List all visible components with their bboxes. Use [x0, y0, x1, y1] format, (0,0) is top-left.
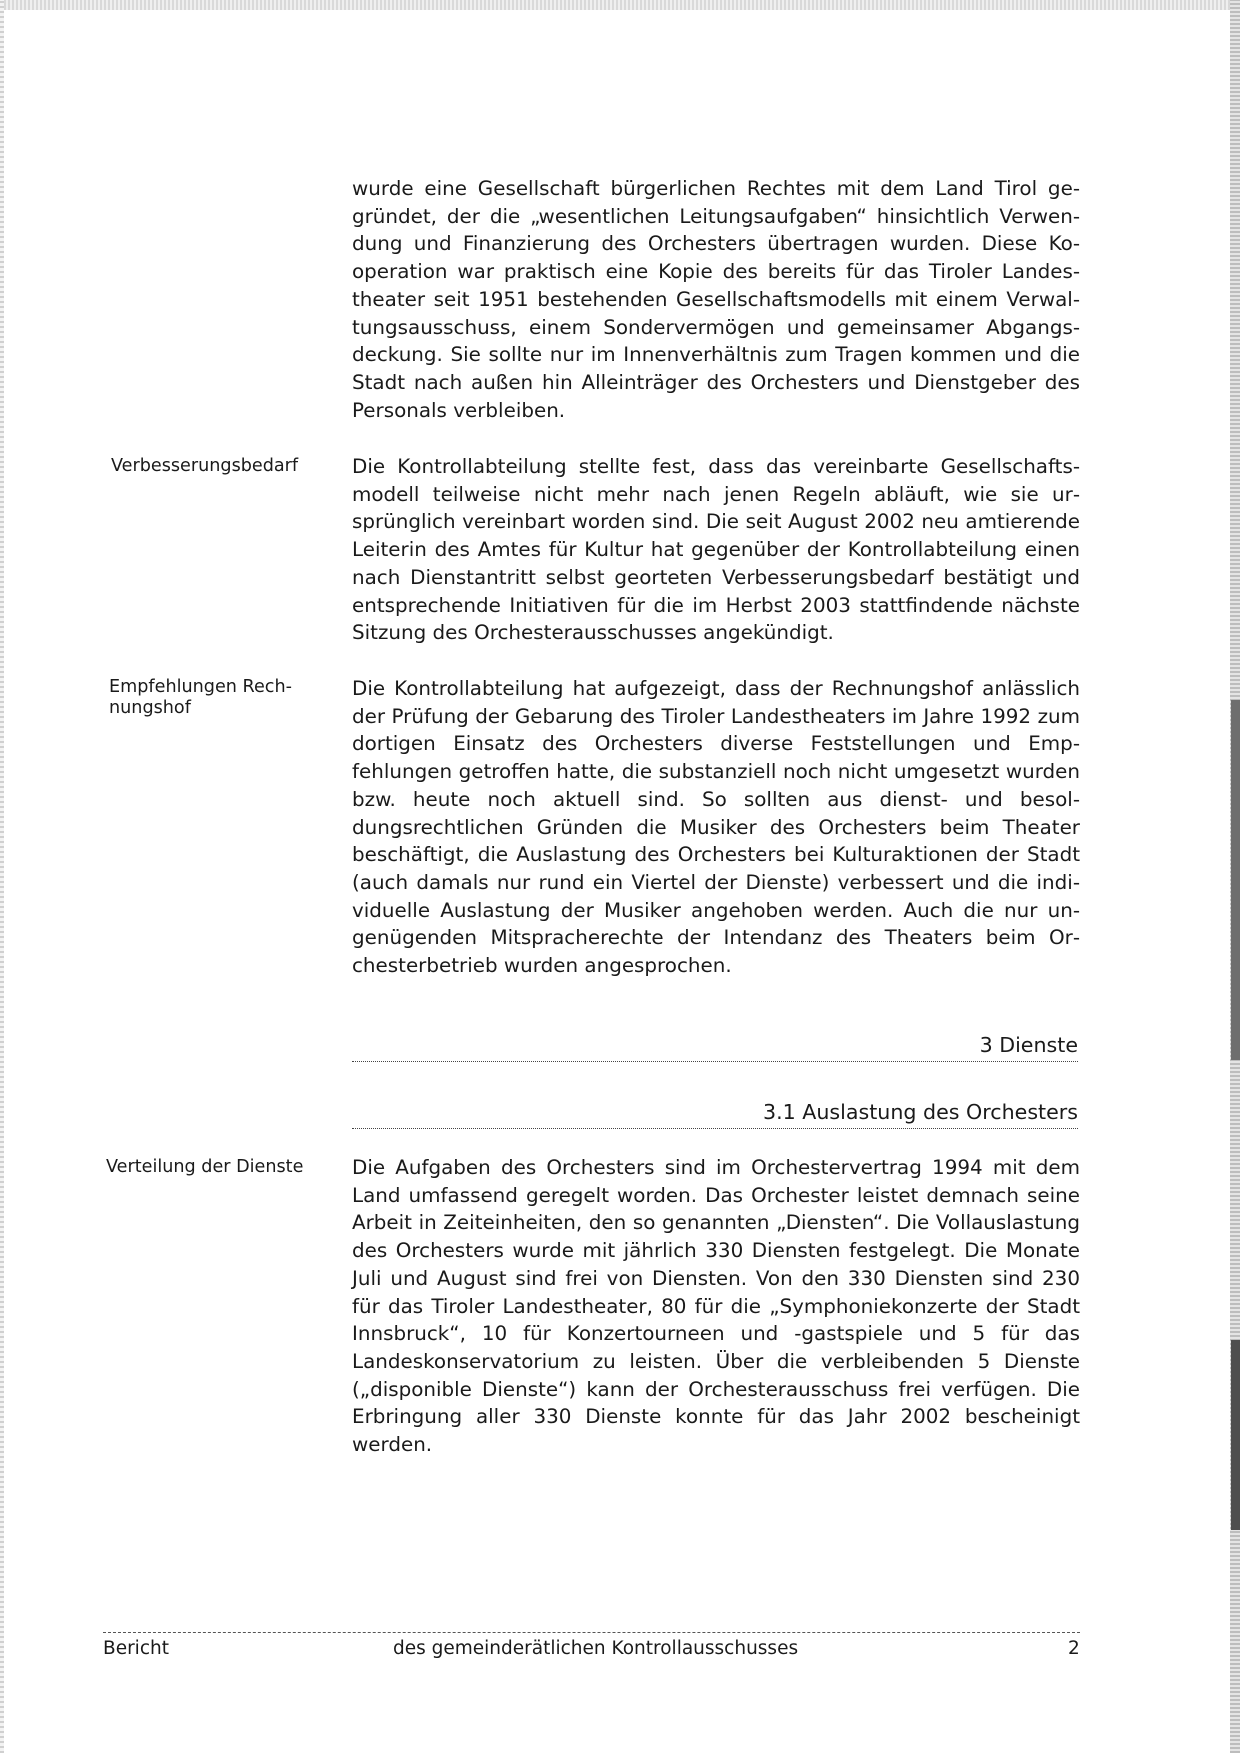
- scan-edge-shadow: [1231, 700, 1240, 1060]
- paragraph-empfehlungen: Die Kontrollabteilung hat aufgezeigt, dass der Rechnungshof anlässlich der Prüfung der Gebarung des Tiroler Landestheaters im Jahre 1992 zum dortigen Einsatz des Orchesters diverse Feststellungen und Empfehlungen getroffen hatte, die substanziell noch nicht umgesetzt wurden bzw. heute noch aktuell sind. So sollten aus dienst- und besoldungsrechtlichen Gründen die Musiker des Orchesters beim Theater beschäftigt, die Auslastung des Orchesters bei Kulturaktionen der Stadt (auch damals nur rund ein Viertel der Dienste) verbessert und die individuelle Auslastung der Musiker angehoben werden. Auch die nur ungenügenden Mitspracherechte der Intendanz des Theaters beim Orchesterbetrieb wurden angesprochen.: [352, 677, 1080, 978]
- section-heading-dienste: 3 Dienste: [352, 1033, 1078, 1062]
- footer-divider: [103, 1632, 1080, 1633]
- scan-edge-left: [0, 0, 4, 1753]
- footer-left-text: Bericht: [103, 1638, 169, 1659]
- scan-edge-shadow: [1231, 1340, 1240, 1530]
- subsection-heading-auslastung: 3.1 Auslastung des Orchesters: [352, 1100, 1078, 1129]
- paragraph-verteilung: Die Aufgaben des Orchesters sind im Orchestervertrag 1994 mit dem Land umfassend geregelt worden. Das Orchester leistet demnach seine Arbeit in Zeiteinheiten, den so genannten „Diensten“. Die Vollauslastung des Orchesters wurde mit jährlich 330 Diensten festgelegt. Die Monate Juli und August sind frei von Diensten. Von den 330 Diensten sind 230 für das Tiroler Landestheater, 80 für die „Symphoniekonzerte der Stadt Innsbruck“, 10 für Konzertourneen und -gastspiele und 5 für das Landeskonservatorium zu leisten. Über die verbleibenden 5 Dienste („disponible Dienste“) kann der Orchesterausschuss frei verfügen. Die Erbringung aller 330 Dienste konnte für das Jahr 2002 bescheinigt werden.: [352, 1156, 1080, 1457]
- paragraph-intro: wurde eine Gesellschaft bürgerlichen Rechtes mit dem Land Tirol gegründet, der die „wesentlichen Leitungsaufgaben“ hinsichtlich Verwendung und Finanzierung des Orchesters übertragen wurden. Diese Kooperation war praktisch eine Kopie des bereits für das Tiroler Landestheater seit 1951 bestehenden Gesellschaftsmodells mit einem Verwaltungsausschuss, einem Sondervermögen und gemeinsamer Abgangsdeckung. Sie sollte nur im Innenverhältnis zum Tragen kommen und die Stadt nach außen hin Alleinträger des Orchesters und Dienstgeber des Personals verbleiben.: [352, 177, 1080, 422]
- paragraph-verbesserungsbedarf: Die Kontrollabteilung stellte fest, dass das vereinbarte Gesellschaftsmodell teilweise nicht mehr nach jenen Regeln abläuft, wie sie ursprünglich vereinbart worden sind. Die seit August 2002 neu amtierende Leiterin des Amtes für Kultur hat gegenüber der Kontrollabteilung einen nach Dienstantritt selbst georteten Verbesserungsbedarf bestätigt und entsprechende Initiativen für die im Herbst 2003 stattfindende nächste Sitzung des Orchesterausschusses angekündigt.: [352, 455, 1080, 645]
- footer-center-text: des gemeinderätlichen Kontrollausschusses: [393, 1638, 799, 1659]
- page-number: 2: [1068, 1638, 1080, 1659]
- margin-note-empfehlungen-rechnungshof: Empfehlungen Rech- nungshof: [109, 677, 292, 718]
- margin-note-verbesserungsbedarf: Verbesserungsbedarf: [111, 456, 299, 476]
- margin-note-verteilung-der-dienste: Verteilung der Dienste: [106, 1157, 304, 1177]
- scan-edge-top: [0, 0, 1240, 10]
